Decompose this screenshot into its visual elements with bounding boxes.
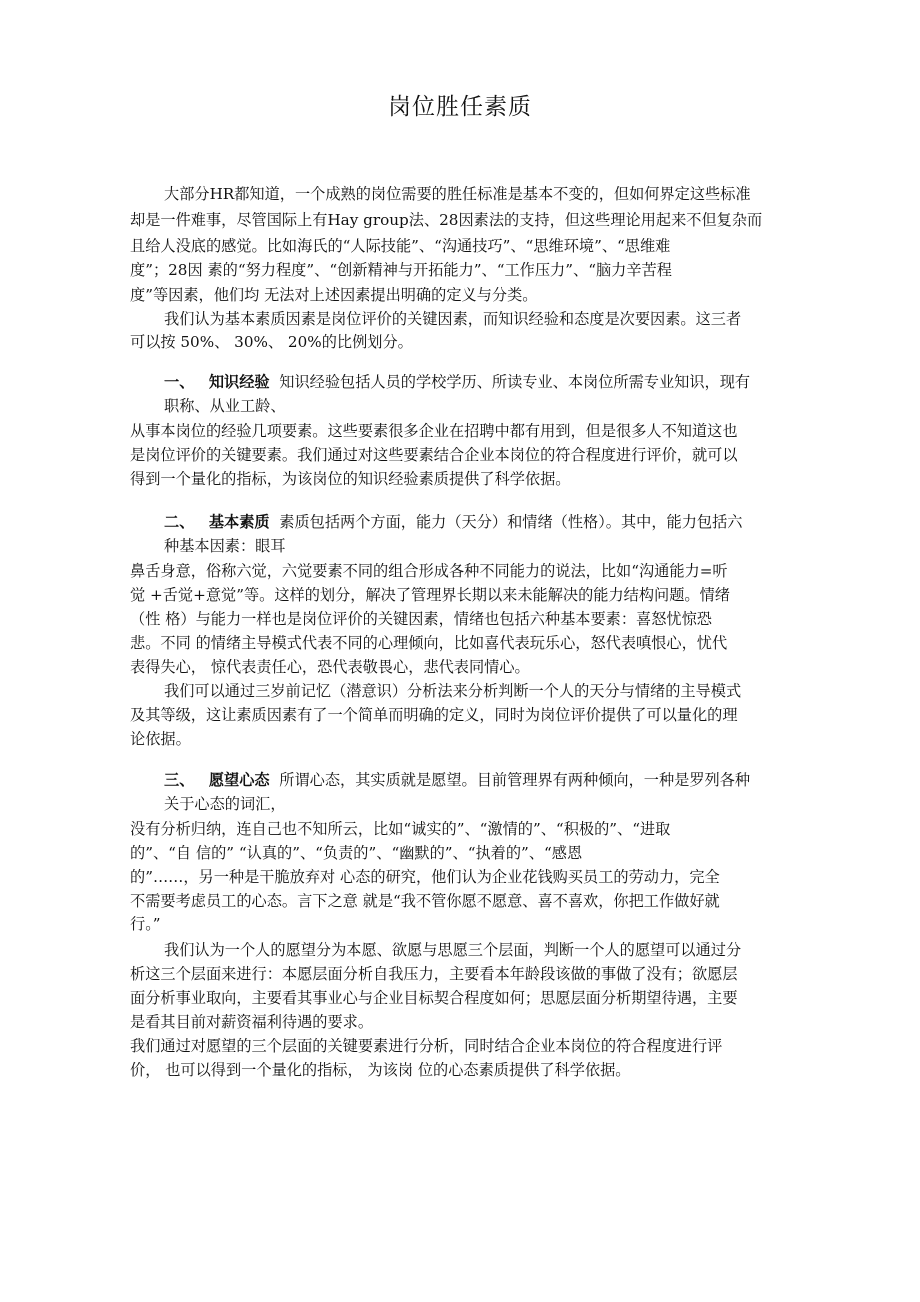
intro-line: 度”等因素，他们均 无法对上述因素提出明确的定义与分类。 [130,286,538,304]
intro-line: 大部分HR都知道，一个成熟的岗位需要的胜任标准是基本不变的，但如何界定这些标准 [164,185,751,203]
section-3-line: 是看其目前对薪资福利待遇的要求。 [130,1013,373,1031]
intro-line: 且给人没底的感觉。比如海氏的“人际技能”、“沟通技巧”、“思维环境”、“思维难 [130,237,671,255]
section-3-line: 的”、“自 信的” “认真的”、“负责的”、“幽默的”、“执着的”、“感恩 [130,844,583,862]
section-3-line: 析这三个层面来进行：本愿层面分析自我压力，主要看本年龄段该做的事做了没有；欲愿层 [130,965,738,983]
section-1-title: 知识经验 [208,373,270,391]
section-2-first-text: 素质包括两个方面，能力（天分）和情绪（性格）。其中，能力包括六 [279,513,743,531]
section-3-line: 关于心态的词汇， [164,795,286,813]
ratio-line: 我们认为基本素质因素是岗位评价的关键因素，而知识经验和态度是次要因素。这三者 [164,310,742,328]
section-2-heading-line [164,510,742,534]
section-2-title: 基本素质 [208,513,270,531]
section-3-heading-line [164,768,750,792]
section-3-first-text: 所谓心态，其实质就是愿望。目前管理界有两种倾向，一种是罗列各种 [279,771,751,789]
section-2-line: 论依据。 [130,730,191,748]
section-2-line: 及其等级，这让素质因素有了一个简单而明确的定义，同时为岗位评价提供了可以量化的理 [130,706,738,724]
section-1-number: 一、 [164,373,195,391]
section-3-title: 愿望心态 [208,771,270,789]
section-2-line: 种基本因素：眼耳 [164,537,286,555]
section-3-number: 三、 [164,771,195,789]
section-2-number: 二、 [164,513,195,531]
page-title: 岗位胜任素质 [388,94,532,120]
intro-line: 度”；28因 素的“努力程度”、“创新精神与开拓能力”、“工作压力”、“脑力辛苦程 [130,261,672,279]
section-3-line: 面分析事业取向，主要看其事业心与企业目标契合程度如何；思愿层面分析期望待遇，主要 [130,989,738,1007]
section-3-line: 不需要考虑员工的心态。言下之意 就是“我不管你愿不愿意、喜不喜欢，你把工作做好就 [130,892,720,910]
section-1-first-text: 知识经验包括人员的学校学历、所读专业、本岗位所需专业知识，现有 [279,373,751,391]
section-2-line: （性 格）与能力一样也是岗位评价的关键因素，情绪也包括六种基本要素：喜怒忧惊恐 [130,610,712,628]
section-1-line: 是岗位评价的关键要素。我们通过对这些要素结合企业本岗位的符合程度进行评价，就可以 [130,446,738,464]
section-3-line: 我们认为一个人的愿望分为本愿、欲愿与思愿三个层面，判断一个人的愿望可以通过分 [164,941,742,959]
section-2-line: 悲。不同 的情绪主导模式代表不同的心理倾向，比如喜代表玩乐心，怒代表嗔恨心，忧代 [130,634,728,652]
section-2-line: 鼻舌身意，俗称六觉，六觉要素不同的组合形成各种不同能力的说法，比如“沟通能力=听 [130,562,728,580]
section-2-line: 表得失心， 惊代表责任心，恐代表敬畏心，悲代表同情心。 [130,658,530,676]
section-1-line: 得到一个量化的指标，为该岗位的知识经验素质提供了科学依据。 [130,470,571,488]
section-1-line: 从事本岗位的经验几项要素。这些要素很多企业在招聘中都有用到，但是很多人不知道这也 [130,422,738,440]
section-1-heading-line [164,370,750,394]
section-2-line: 我们可以通过三岁前记忆（潜意识）分析法来分析判断一个人的天分与情绪的主导模式 [164,682,742,700]
section-3-line: 行。” [130,915,161,933]
section-3-line: 我们通过对愿望的三个层面的关键要素进行分析，同时结合企业本岗位的符合程度进行评 [130,1037,723,1055]
section-2-line: 觉 +舌觉+意觉”等。这样的划分，解决了管理界长期以来未能解决的能力结构问题。情绪 [130,586,730,604]
section-3-line: 的”……，另一种是干脆放弃对 心态的研究，他们认为企业花钱购买员工的劳动力，完全 [130,868,720,886]
intro-line: 却是一件难事，尽管国际上有Hay group法、28因素法的支持，但这些理论用起来不但复杂而 [130,211,763,229]
section-1-line: 职称、从业工龄、 [164,397,286,415]
section-3-line: 没有分析归纳，连自己也不知所云，比如“诚实的”、“激情的”、“积极的”、“进取 [130,820,671,838]
ratio-line: 可以按 50%、 30%、 20%的比例划分。 [130,333,413,351]
section-3-line: 价， 也可以得到一个量化的指标， 为该岗 位的心态素质提供了科学依据。 [130,1061,631,1079]
